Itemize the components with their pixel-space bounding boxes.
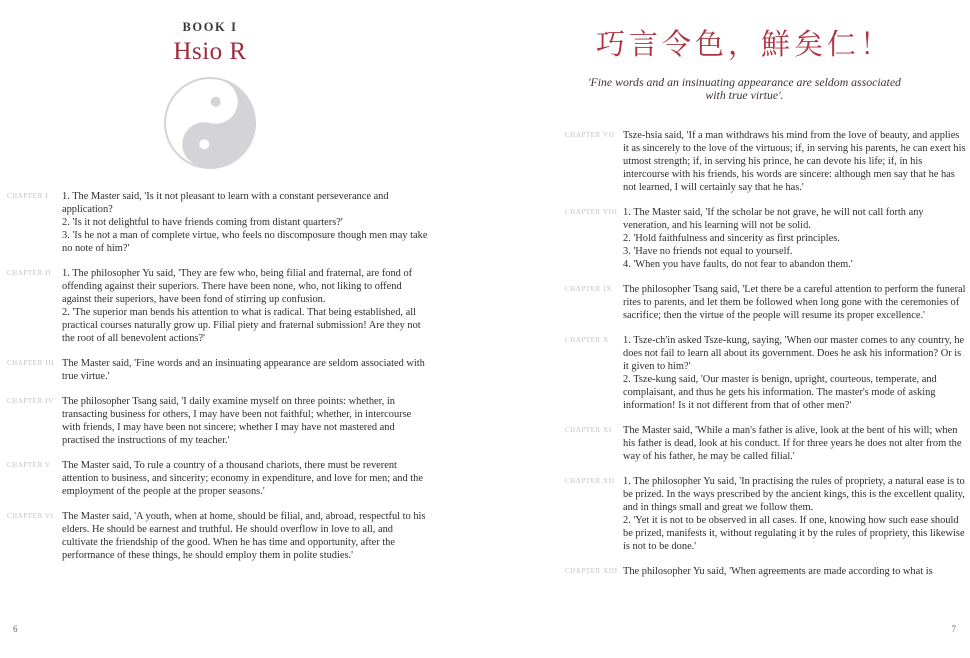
chapter-label: CHAPTER XIII xyxy=(565,567,618,575)
chapter-label: CHAPTER II xyxy=(7,270,52,277)
page-title: Hsio R xyxy=(173,38,247,65)
chapter-label: CHAPTER III xyxy=(7,360,55,367)
right-page xyxy=(485,0,970,658)
chapter-label: CHAPTER VIII xyxy=(565,208,618,216)
chapter-text xyxy=(62,190,428,255)
left-chapters xyxy=(0,190,485,562)
chapter-text xyxy=(623,475,967,553)
chapter-block xyxy=(485,424,970,463)
chapter-paragraph: 1. The philosopher Yu said, 'They are few who, being filial and fraternal, are fond of offending against their superiors. There have been none, who, not liking to offend against their superiors, have been fond of stirring up confusion. xyxy=(62,268,413,305)
chapter-paragraph: The philosopher Tsang said, 'Let there be a careful attention to perform the funeral rites to parents, and let them be followed when long gone with the ceremonies of sacrifice; then the virtue of the people will resume its proper excellence.' xyxy=(623,283,966,321)
chapter-label: CHAPTER I xyxy=(7,193,49,200)
chapter-text xyxy=(62,510,428,562)
chapter-text xyxy=(62,459,428,498)
chapter-text xyxy=(62,267,428,345)
chapter-paragraph: 2. 'Is it not delightful to have friends coming from distant quarters?' xyxy=(62,217,343,228)
chapter-paragraph: 1. The Master said, 'Is it not pleasant to learn with a constant perseverance and application? xyxy=(62,191,389,215)
chapter-paragraph: The Master said, 'Fine words and an insinuating appearance are seldom associated with true virtue.' xyxy=(62,358,425,382)
right-chapters xyxy=(485,129,970,578)
chapter-text xyxy=(623,129,967,194)
translation-caption: 'Fine words and an insinuating appearance are seldom associated with true virtue'. xyxy=(588,74,901,103)
left-page-header xyxy=(0,20,420,169)
chapter-block xyxy=(0,267,485,345)
chapter-text xyxy=(623,424,967,463)
chapter-paragraph: 2. 'The superior man bends his attention to what is radical. That being established, all practical courses naturally grow up. Filial piety and fraternal submission! Are they not the root of all benevolent actions?' xyxy=(62,307,421,344)
chapter-text xyxy=(62,395,428,447)
yin-yang-symbol xyxy=(154,67,267,180)
chapter-block xyxy=(0,510,485,562)
right-page-header xyxy=(485,30,970,103)
chapter-paragraph: 4. 'When you have faults, do not fear to abandon them.' xyxy=(623,258,853,270)
chapter-text xyxy=(623,283,967,322)
chapter-text xyxy=(62,357,428,383)
chapter-block xyxy=(0,357,485,383)
chapter-label: CHAPTER XII xyxy=(565,477,615,485)
chapter-paragraph: The philosopher Yu said, 'When agreements are made according to what is xyxy=(623,565,933,577)
chapter-paragraph: 1. The philosopher Yu said, 'In practising the rules of propriety, a natural ease is to be prized. In the ways prescribed by the ancient kings, this is the excellent quality, and in things small and great we follow them. xyxy=(623,475,965,513)
chapter-paragraph: 3. 'Have no friends not equal to yourself. xyxy=(623,245,793,257)
chapter-block xyxy=(485,334,970,412)
chapter-text xyxy=(623,206,967,271)
chapter-label: CHAPTER VII xyxy=(565,131,615,139)
chinese-heading: 巧言令色，鮮矣仁！ xyxy=(595,29,893,61)
chapter-paragraph: 2. Tsze-kung said, 'Our master is benign, upright, courteous, temperate, and complaisant, and thus he gets his information. The master's mode of asking information! Is it not different from that of other men?' xyxy=(623,373,937,411)
chapter-label: CHAPTER V xyxy=(7,462,51,469)
chapter-paragraph: 2. 'Yet it is not to be observed in all cases. If one, knowing how such ease should be prized, manifests it, without regulating it by the rules of propriety, this likewise is not to be done.' xyxy=(623,514,965,552)
chapter-label: CHAPTER VI xyxy=(7,513,54,520)
chapter-block xyxy=(485,129,970,194)
chapter-block xyxy=(0,395,485,447)
chapter-text xyxy=(623,565,967,578)
chapter-paragraph: Tsze-hsia said, 'If a man withdraws his mind from the love of beauty, and applies it as sincerely to the love of the virtuous; if, in serving his parents, he can exert his utmost strength; if, in serving his prince, he can devote his life; if, in his intercourse with his friends, his words are sincere: although men say that he has not learned, I will certainly say that he has.' xyxy=(623,129,966,193)
chapter-paragraph: The Master said, 'A youth, when at home, should be filial, and, abroad, respectful to his elders. He should be earnest and truthful. He should overflow in love to all, and cultivate the friendship of the good. When he has time and opportunity, after the performance of these things, he should employ them in polite studies.' xyxy=(62,511,426,561)
chapter-label: CHAPTER IX xyxy=(565,285,612,293)
chapter-paragraph: 1. The Master said, 'If the scholar be not grave, he will not call forth any veneration, and his learning will not be solid. xyxy=(623,206,924,231)
chapter-block xyxy=(485,206,970,271)
chapter-label: CHAPTER IV xyxy=(7,398,54,405)
chapter-paragraph: 2. 'Hold faithfulness and sincerity as first principles. xyxy=(623,232,840,244)
chapter-paragraph: 1. Tsze-ch'in asked Tsze-kung, saying, 'When our master comes to any country, he does not fail to learn all about its government. Does he ask his information? Or is it given to him?' xyxy=(623,334,965,372)
chapter-paragraph: The Master said, To rule a country of a thousand chariots, there must be reverent attention to business, and sincerity; economy in expenditure, and love for men; and the employment of the people at the proper seasons.' xyxy=(62,460,423,497)
chapter-paragraph: 3. 'Is he not a man of complete virtue, who feels no discomposure though men may take no note of him?' xyxy=(62,230,428,254)
yin-yang-icon xyxy=(164,77,256,169)
chapter-label: CHAPTER XI xyxy=(565,426,612,434)
chapter-block xyxy=(485,475,970,553)
book-label: BOOK I xyxy=(182,20,238,34)
chapter-paragraph: The philosopher Tsang said, 'I daily examine myself on three points: whether, in transacting business for others, I may have been not faithful; whether, in intercourse with friends, I may have been not sincere; whether I may have not mastered and practised the instructions of my teacher.' xyxy=(62,396,412,446)
chapter-block xyxy=(485,283,970,322)
chapter-block xyxy=(0,190,485,255)
page-number-left: 6 xyxy=(13,624,18,634)
chapter-block xyxy=(485,565,970,578)
chapter-text xyxy=(623,334,967,412)
chapter-block xyxy=(0,459,485,498)
chapter-paragraph: The Master said, 'While a man's father is alive, look at the bent of his will; when his father is dead, look at his conduct. If for three years he does not alter from the way of his father, he may be called filial.' xyxy=(623,424,962,462)
chapter-label: CHAPTER X xyxy=(565,336,609,344)
page-number-right: 7 xyxy=(951,624,956,634)
